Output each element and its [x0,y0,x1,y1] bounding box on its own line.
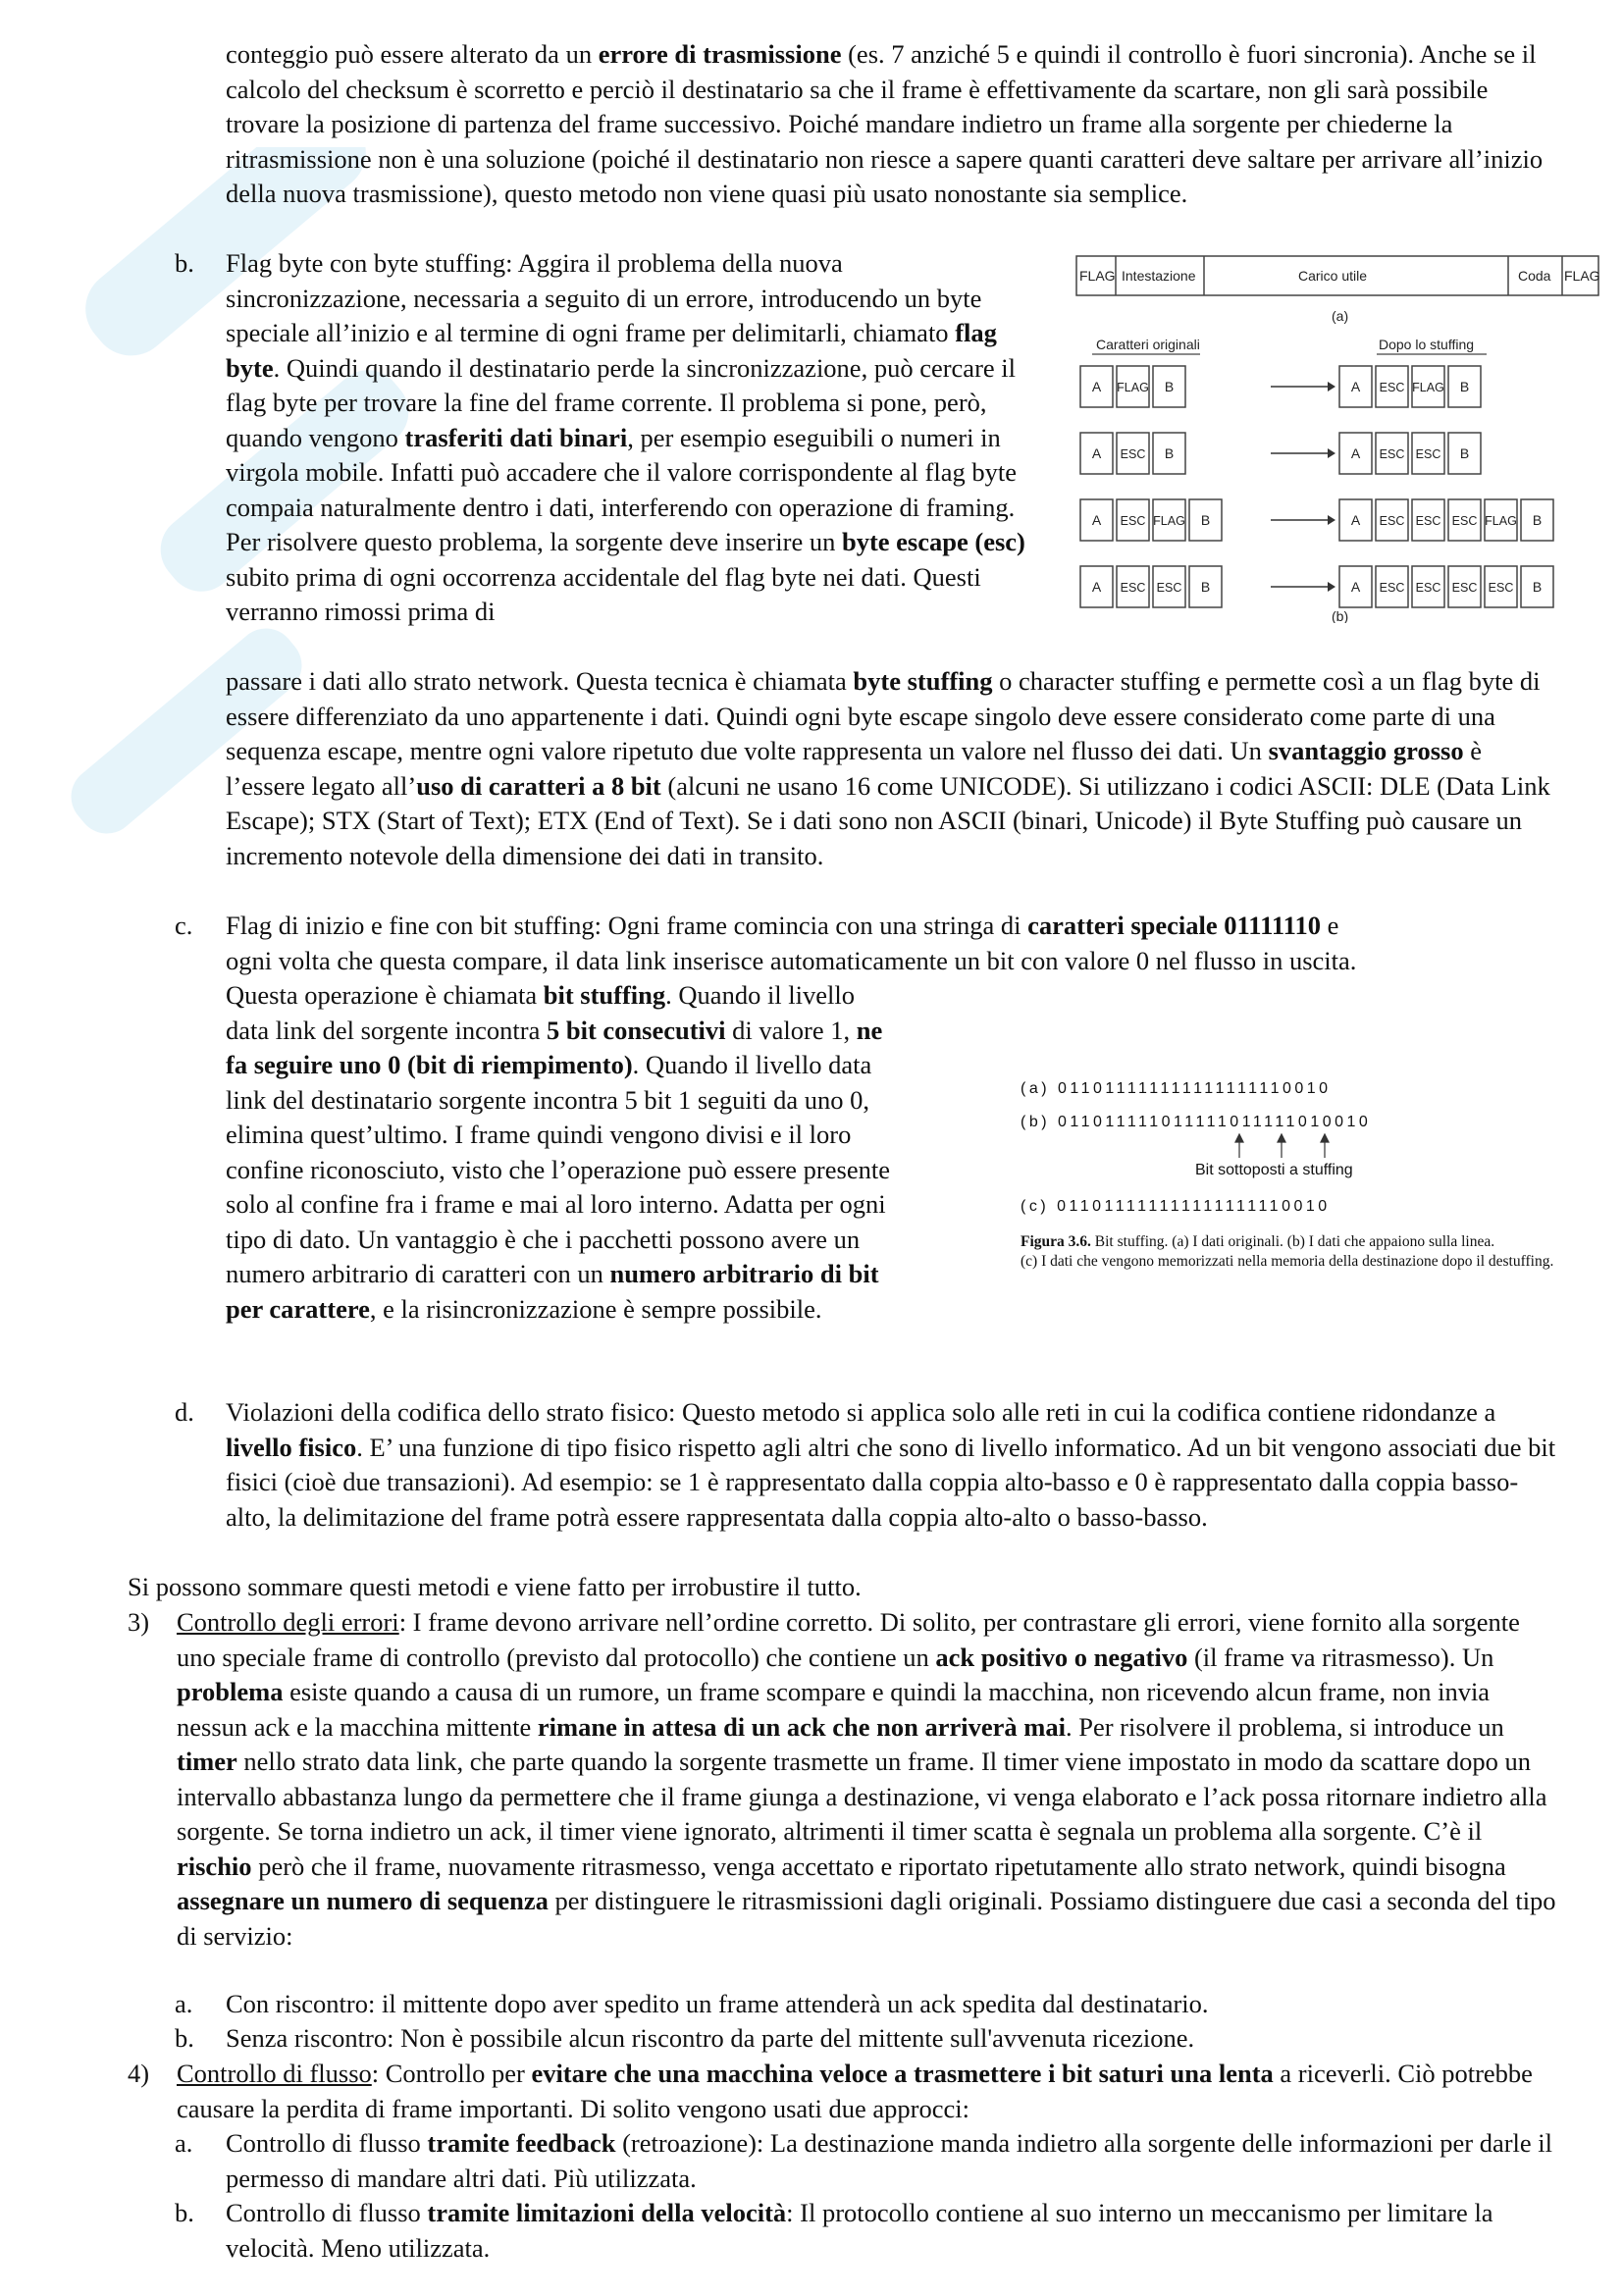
original-byte-label: ESC [1120,581,1146,595]
section-4-marker: 4) [128,2059,150,2088]
item-d-text: Violazioni della codifica dello strato fisico: Questo metodo si applica solo alle reti in cui la codifica contiene ridondanze a livello fisico. E’ una funzione di tipo fisico rispetto agli altri che sono di livello informatico. Ad un bit vengono associati due bit fisici (cioè due transazioni). Ad esempio: se 1 è rappresentato dalla coppia alto-basso e 0 è rappresentato dalla coppia basso-alto, la delimitazione del frame potrà essere rappresentata dalla coppia alto-alto o basso-basso. [226,1397,1556,1532]
stuffing-arrow-head [1328,515,1335,525]
section-3-a-marker: a. [175,1989,193,2018]
item-b-full-text: passare i dati allo strato network. Questa tecnica è chiamata byte stuffing o character stuffing e permette così a un flag byte di essere differenziato da uno appartenente i dati. Quindi ogni byte escape singolo deve essere considerato come parte di una sequenza escape, mentre ogni valore ripetuto due volte rappresenta un valore nel flusso dei dati. Un svantaggio grosso è l’essere legato all’uso di caratteri a 8 bit (alcuni ne usano 16 come UNICODE). Si utilizzano i codici ASCII: DLE (Data Link Escape); STX (Start of Text); ETX (End of Text). Se i dati sono non ASCII (binari, Unicode) il Byte Stuffing può causare un incremento notevole della dimensione dei dati in transito. [226,666,1550,870]
item-d-marker: d. [175,1397,194,1427]
stuffed-byte-label: FLAG [1485,514,1517,528]
frame-payload: Carico utile [1298,268,1368,284]
stuffed-byte-label: ESC [1415,514,1441,528]
original-byte-label: A [1091,379,1102,394]
stuffed-byte-label: A [1350,445,1361,461]
summary-line: Si possono sommare questi metodi e viene fatto per irrobustire il tutto. [128,1572,862,1601]
item-c-wrapped-text: Questa operazione è chiamata bit stuffing. Quando il livello data link del sorgente incontra 5 bit consecutivi di valore 1, ne fa seguire uno 0 (bit di riempimento). Quando il livello data link del destinatario sorgente incontra 5 bit 1 seguiti da uno 0, elimina quest’ultimo. I frame quindi vengono divisi e il loro confine riconosciuto, visto che l’operazione può essere presente solo al confine fra i frame e mai al loro interno. Adatta per ogni tipo di dato. Un vantaggio è che i pacchetti possono avere un numero arbitrario di caratteri con un numero arbitrario di bit per carattere, e la risincronizzazione è sempre possibile. [226,980,890,1324]
stuffed-byte-label: ESC [1415,447,1441,461]
original-byte-label: ESC [1120,447,1146,461]
stuffed-byte-label: ESC [1451,581,1478,595]
stuffed-byte-label: ESC [1379,381,1405,394]
original-byte-label: A [1091,512,1102,528]
stuffed-byte-label: ESC [1379,581,1405,595]
stuffing-arrow-head [1328,582,1335,592]
figure-caption: Figura 3.6. Bit stuffing. (a) I dati originali. (b) I dati che appaiono sulla linea. (c) I dati che vengono memorizzati nella memoria della destinazione dopo il destuffing. [1021,1233,1554,1270]
original-byte-label: B [1200,579,1211,595]
section-4-b-text: Controllo di flusso tramite limitazioni della velocità: Il protocollo contiene al suo interno un meccanismo per limitare la velocità. Meno utilizzata. [226,2198,1493,2263]
stuffed-byte-label: B [1459,379,1470,394]
original-byte-label: B [1200,512,1211,528]
bit-row-c: (c) 011011111111111111110010 [1021,1198,1331,1215]
stuffed-byte-label: A [1350,579,1361,595]
stuffed-byte-label: B [1532,512,1543,528]
stuffed-byte-label: B [1532,579,1543,595]
frame-flag-start: FLAG [1079,268,1116,284]
stuffed-byte-label: A [1350,512,1361,528]
section-3-b-marker: b. [175,2023,194,2053]
figure-label-a: (a) [1332,308,1349,324]
byte-stuffing-figure [1074,250,1604,623]
section-4-a-text: Controllo di flusso tramite feedback (retroazione): La destinazione manda indietro alla sorgente delle informazioni per darle il permesso di mandare altri dati. Più utilizzata. [226,2128,1553,2193]
stuffed-byte-label: B [1459,445,1470,461]
bit-row-a: (a) 011011111111111111110010 [1021,1080,1332,1097]
stuffed-byte-label: FLAG [1412,381,1444,394]
section-4-title: Controllo di flusso [177,2059,372,2088]
item-b-wrapped-text: Flag byte con byte stuffing: Aggira il problema della nuova sincronizzazione, necessaria a seguito di un errore, introducendo un byte speciale all’inizio e al termine di ogni frame per delimitarli, chiamato flag byte. Quindi quando il destinatario perde la sincronizzazione, può cercare il flag byte per trovare la fine del frame corrente. Il problema si pone, però, quando vengono trasferiti dati binari, per esempio eseguibili o numeri in virgola mobile. Infatti può accadere che il valore corrispondente al flag byte compaia naturalmente dentro i dati, interferendo con operazione di framing. Per risolvere questo problema, la sorgente deve inserire un byte escape (esc) subito prima di ogni occorrenza accidentale del flag byte nei dati. Questi verranno rimossi prima di [226,248,1025,626]
item-b-marker: b. [175,248,194,278]
item-c-intro: Flag di inizio e fine con bit stuffing: Ogni frame comincia con una stringa di caratteri speciale 01111110 e ogni volta che questa compare, il data link inserisce automaticamente un bit con valore 0 nel flusso in uscita. [226,911,1357,975]
original-byte-label: B [1164,445,1175,461]
original-byte-label: ESC [1120,514,1146,528]
figure-label-b: (b) [1332,608,1349,623]
frame-trailer: Coda [1518,268,1551,284]
original-chars-title: Caratteri originali [1096,337,1200,352]
stuffing-arrow-head [1328,382,1335,391]
stuffing-arrow-head [1328,448,1335,458]
section-4-a-marker: a. [175,2128,193,2158]
stuffed-byte-label: ESC [1451,514,1478,528]
frame-flag-end: FLAG [1564,268,1600,284]
after-stuffing-title: Dopo lo stuffing [1379,337,1475,352]
original-byte-label: A [1091,445,1102,461]
frame-header: Intestazione [1122,268,1196,284]
original-byte-label: A [1091,579,1102,595]
stuffed-byte-label: ESC [1379,447,1405,461]
section-3-b-text: Senza riscontro: Non è possibile alcun riscontro da parte del mittente sull'avvenuta ricezione. [226,2023,1195,2053]
section-3-marker: 3) [128,1607,150,1637]
stuffed-byte-label: ESC [1488,581,1514,595]
byte-rows [1080,366,1553,607]
top-paragraph: conteggio può essere alterato da un errore di trasmissione (es. 7 anziché 5 e quindi il controllo è fuori sincronia). Anche se il calcolo del checksum è scorretto e perciò il destinatario sa che il frame è effettivamente da scartare, non gli sarà possibile trovare la posizione di partenza del frame successivo. Poiché mandare indietro un frame alla sorgente per chiederne la ritrasmissione non è una soluzione (poiché il destinatario non riesce a sapere quanti caratteri deve saltare per arrivare all’inizio della nuova trasmissione), questo metodo non viene quasi più usato nonostante sia semplice. [226,39,1544,208]
item-c-marker: c. [175,911,193,940]
section-4-b-marker: b. [175,2198,194,2227]
stuffed-bits-note: Bit sottoposti a stuffing [1195,1162,1353,1178]
section-3-text: Controllo degli errori: I frame devono arrivare nell’ordine corretto. Di solito, per contrastare gli errori, viene fornito alla sorgente uno speciale frame di controllo (previsto dal protocollo) che contiene un ack positivo o negativo (il frame va ritrasmesso). Un problema esiste quando a causa di un rumore, un frame scompare e quindi la macchina, non ricevendo alcun frame, non invia nessun ack e la macchina mittente rimane in attesa di un ack che non arriverà mai. Per risolvere il problema, si introduce un timer nello strato data link, che parte quando la sorgente trasmette un frame. Il timer viene impostato in modo da scattare dopo un intervallo abbastanza lungo da permettere che il frame giunga a destinazione, vi venga elaborato e l’ack possa ritornare indietro alla sorgente. Se torna indietro un ack, il timer viene ignorato, altrimenti il timer scatta è segnala un problema alla sorgente. C’è il rischio però che il frame, nuovamente ritrasmesso, venga accettato e riportato ripetutamente allo strato network, quindi bisogna assegnare un numero di sequenza per distinguere le ritrasmissioni dagli originali. Possiamo distinguere due casi a seconda del tipo di servizio: [177,1607,1556,1951]
bit-stuffing-figure [1021,1079,1609,1272]
original-byte-label: FLAG [1117,381,1149,394]
bit-row-b: (b) 011011111011111011111010010 [1021,1114,1372,1130]
original-byte-label: B [1164,379,1175,394]
stuffed-byte-label: A [1350,379,1361,394]
stuffing-arrows [1021,1132,1609,1162]
section-3-a-text: Con riscontro: il mittente dopo aver spedito un frame attenderà un ack spedita dal destinatario. [226,1989,1209,2018]
section-3-title: Controllo degli errori [177,1607,399,1637]
original-byte-label: ESC [1156,581,1182,595]
stuffed-byte-label: ESC [1379,514,1405,528]
section-4-text: Controllo di flusso: Controllo per evitare che una macchina veloce a trasmettere i bit saturi una lenta a riceverli. Ciò potrebbe causare la perdita di frame importanti. Di solito vengono usati due approcci: [177,2059,1533,2123]
original-byte-label: FLAG [1153,514,1185,528]
stuffed-byte-label: ESC [1415,581,1441,595]
